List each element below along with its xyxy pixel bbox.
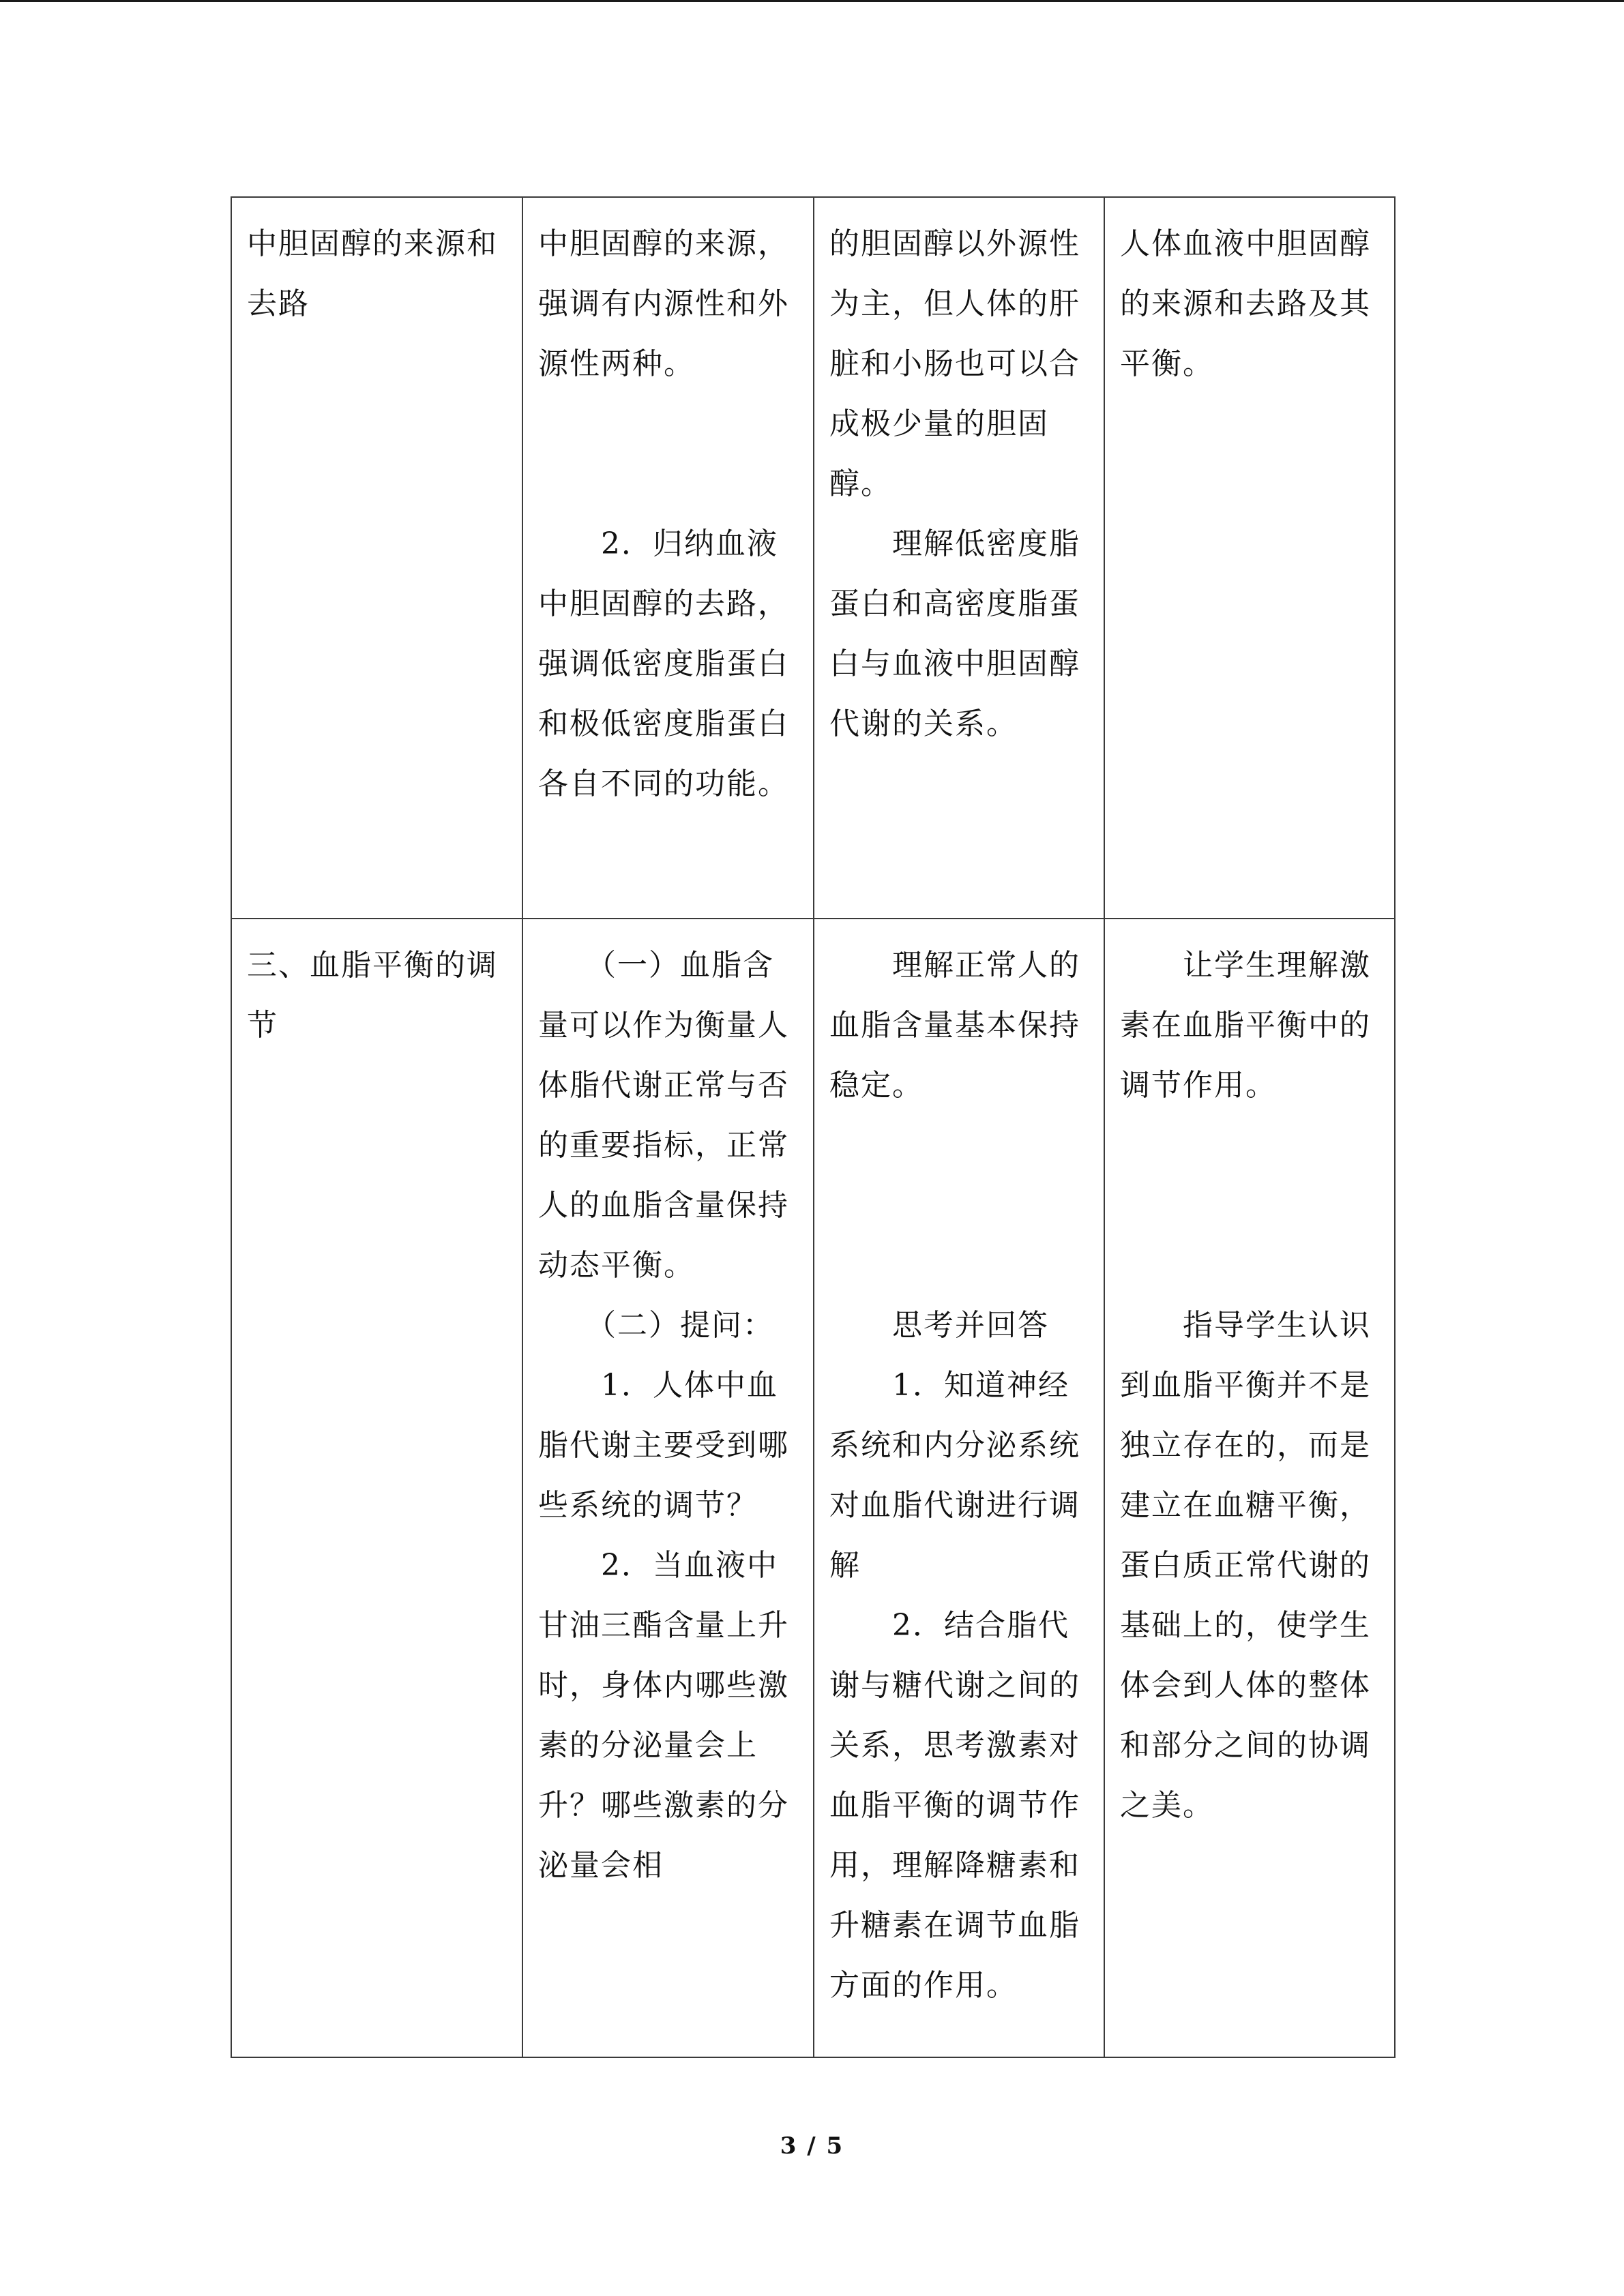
cell-paragraph: 的胆固醇以外源性为主，但人体的肝脏和小肠也可以合成极少量的胆固醇。: [829, 226, 1080, 501]
cell-paragraph: 中胆固醇的来源，强调有内源性和外源性两种。: [538, 226, 789, 381]
page-number: 3 / 5: [780, 2132, 844, 2160]
top-border-line: [0, 0, 1624, 2]
table-row: [231, 919, 1395, 2057]
cell-paragraph: 2．结合脂代谢与糖代谢之间的关系，思考激素对血脂平衡的调节作用，理解降糖素和升糖素在调节血脂方面的作用。: [829, 1608, 1080, 2003]
cell-paragraph: （二）提问：: [538, 1308, 774, 1343]
cell-paragraph: [1120, 1176, 1379, 1236]
cell-paragraph: [1120, 1116, 1379, 1176]
cell-paragraph: 2．归纳血液中胆固醇的去路，强调低密度脂蛋白和极低密度脂蛋白各自不同的功能。: [538, 526, 789, 801]
cell-student-activity: [814, 197, 1104, 919]
cell-paragraph: [538, 454, 798, 514]
cell-paragraph: [829, 1176, 1089, 1236]
cell-design-intent: [1104, 197, 1395, 919]
cell-paragraph: [538, 394, 798, 454]
cell-teaching-content: [231, 197, 522, 919]
cell-paragraph: 理解低密度脂蛋白和高密度脂蛋白与血液中胆固醇代谢的关系。: [829, 526, 1080, 741]
cell-paragraph: [1120, 1236, 1379, 1296]
cell-student-activity: [814, 919, 1104, 2057]
cell-paragraph: [829, 1116, 1089, 1176]
cell-paragraph: 理解正常人的血脂含量基本保持稳定。: [829, 948, 1080, 1103]
cell-design-intent: [1104, 919, 1395, 2057]
cell-paragraph: 思考并回答: [829, 1308, 1049, 1343]
cell-paragraph: 1．知道神经系统和内分泌系统对血脂代谢进行调解: [829, 1368, 1080, 1583]
cell-paragraph: 中胆固醇的来源和去路: [247, 226, 498, 321]
cell-paragraph: （一）血脂含量可以作为衡量人体脂代谢正常与否的重要指标，正常人的血脂含量保持动态平衡。: [538, 948, 789, 1283]
cell-paragraph: 人体血液中胆固醇的来源和去路及其平衡。: [1120, 226, 1371, 381]
cell-teacher-activity: [522, 197, 814, 919]
cell-teaching-content: [231, 919, 522, 2057]
cell-paragraph: 三、血脂平衡的调节: [247, 948, 498, 1043]
table-row: [231, 197, 1395, 919]
lesson-plan-table: [231, 196, 1396, 2058]
cell-paragraph: 1．人体中血脂代谢主要受到哪些系统的调节？: [538, 1368, 789, 1523]
cell-paragraph: 指导学生认识到血脂平衡并不是独立存在的，而是建立在血糖平衡，蛋白质正常代谢的基础上的，使学生体会到人体的整体和部分之间的协调之美。: [1120, 1308, 1371, 1823]
cell-paragraph: 让学生理解激素在血脂平衡中的调节作用。: [1120, 948, 1371, 1103]
cell-teacher-activity: [522, 919, 814, 2057]
cell-paragraph: [829, 1236, 1089, 1296]
cell-paragraph: 2．当血液中甘油三酯含量上升时，身体内哪些激素的分泌量会上升？哪些激素的分泌量会相: [538, 1548, 789, 1883]
